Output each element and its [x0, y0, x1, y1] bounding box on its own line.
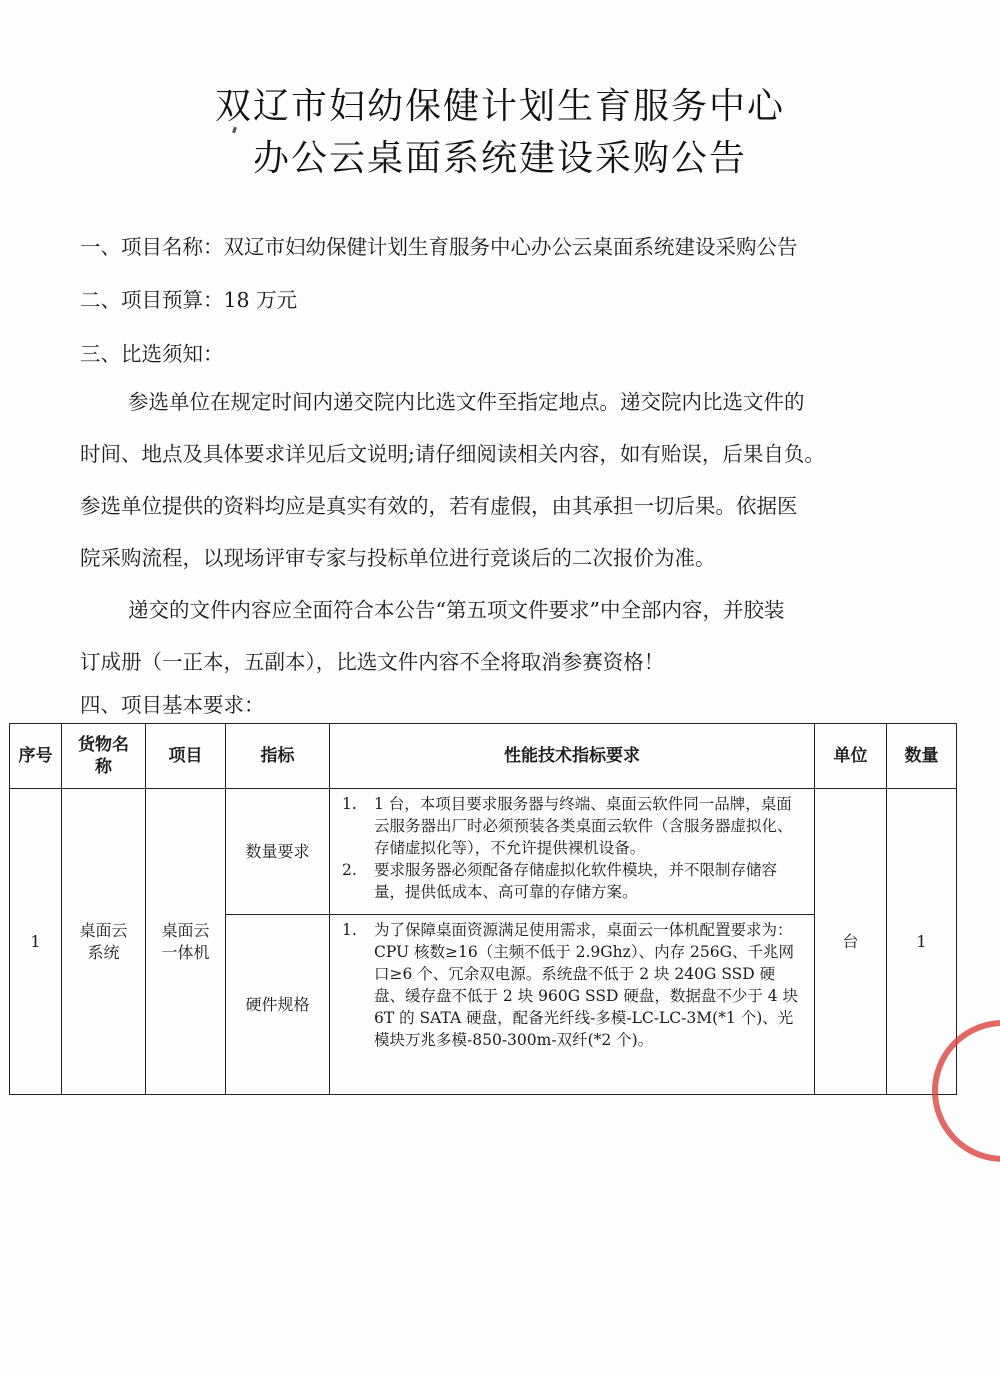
header-unit: 单位	[815, 724, 887, 789]
spec-item-text: 要求服务器必须配备存储虚拟化软件模块，并不限制存储容量，提供低成本、高可靠的存储方案。	[374, 861, 778, 901]
project-budget: 二、项目预算：18 万元	[80, 288, 298, 312]
submission-paragraph-line: 订成册（一正本，五副本），比选文件内容不全将取消参赛资格！	[80, 650, 665, 674]
spec-item-text: 1 台，本项目要求服务器与终端、桌面云软件同一品牌，桌面云服务器出厂时必须预装各类桌面云软件（含服务器虚拟化、存储虚拟化等），不允许提供裸机设备。	[374, 795, 793, 857]
project-name: 一、项目名称：双辽市妇幼保健计划生育服务中心办公云桌面系统建设采购公告	[80, 235, 798, 259]
notice-paragraph-line: 时间、地点及具体要求详见后文说明;请仔细阅读相关内容，如有贻误，后果自负。	[80, 442, 825, 466]
requirements-table	[9, 723, 957, 1095]
spec-item	[338, 919, 804, 1051]
document-title-line2: 办公云桌面系统建设采购公告	[252, 138, 747, 179]
cell-goods	[62, 789, 146, 1095]
notice-paragraph-line: 院采购流程，以现场评审专家与投标单位进行竞谈后的二次报价为准。	[80, 546, 716, 570]
header-goods	[62, 724, 146, 789]
cell-unit: 台	[815, 789, 887, 1095]
header-index: 指标	[226, 724, 330, 789]
cell-qty: 1	[887, 789, 957, 1095]
spec-item	[338, 793, 804, 859]
submission-paragraph-line: 递交的文件内容应全面符合本公告“第五项文件要求”中全部内容，并胶装	[128, 598, 785, 622]
spec-item-number: 1.	[342, 921, 357, 939]
cell-index-hardware: 硬件规格	[226, 915, 330, 1095]
notice-heading: 三、比选须知：	[80, 342, 224, 366]
requirements-heading: 四、项目基本要求：	[80, 693, 265, 717]
header-qty: 数量	[887, 724, 957, 789]
cell-item	[146, 789, 226, 1095]
spec-item-number: 2.	[342, 861, 357, 879]
spec-item-number: 1.	[342, 795, 357, 813]
table-header-row	[10, 724, 957, 789]
table-row	[10, 789, 957, 915]
header-goods-text: 货物名称	[78, 735, 129, 777]
cell-spec-hardware	[330, 915, 815, 1095]
cell-goods-text: 桌面云系统	[79, 920, 128, 962]
header-seq: 序号	[10, 724, 62, 789]
document-title-line1: 双辽市妇幼保健计划生育服务中心	[214, 86, 785, 127]
cell-index-quantity: 数量要求	[226, 789, 330, 915]
notice-paragraph-line: 参选单位在规定时间内递交院内比选文件至指定地点。递交院内比选文件的	[128, 390, 805, 414]
spec-item	[338, 859, 804, 903]
cell-item-text: 桌面云一体机	[161, 920, 210, 962]
spec-item-text: 为了保障桌面资源满足使用需求，桌面云一体机配置要求为：CPU 核数≥16（主频不低于 2.9Ghz）、内存 256G、千兆网口≥6 个、冗余双电源。系统盘不低于 2 块 240G SSD 硬盘、缓存盘不低于 2 块 960G SSD 硬盘，数据盘不少于 4 块 6T 的 SATA 硬盘，配备光纤线-多模-LC-LC-3M(*1 个)、光模块万兆多模-850-300m-双纤(*2 个)。	[374, 921, 799, 1049]
notice-paragraph-line: 参选单位提供的资料均应是真实有效的，若有虚假，由其承担一切后果。依据医	[80, 494, 798, 518]
header-item: 项目	[146, 724, 226, 789]
cell-spec-quantity	[330, 789, 815, 915]
cell-seq: 1	[10, 789, 62, 1095]
header-spec: 性能技术指标要求	[330, 724, 815, 789]
